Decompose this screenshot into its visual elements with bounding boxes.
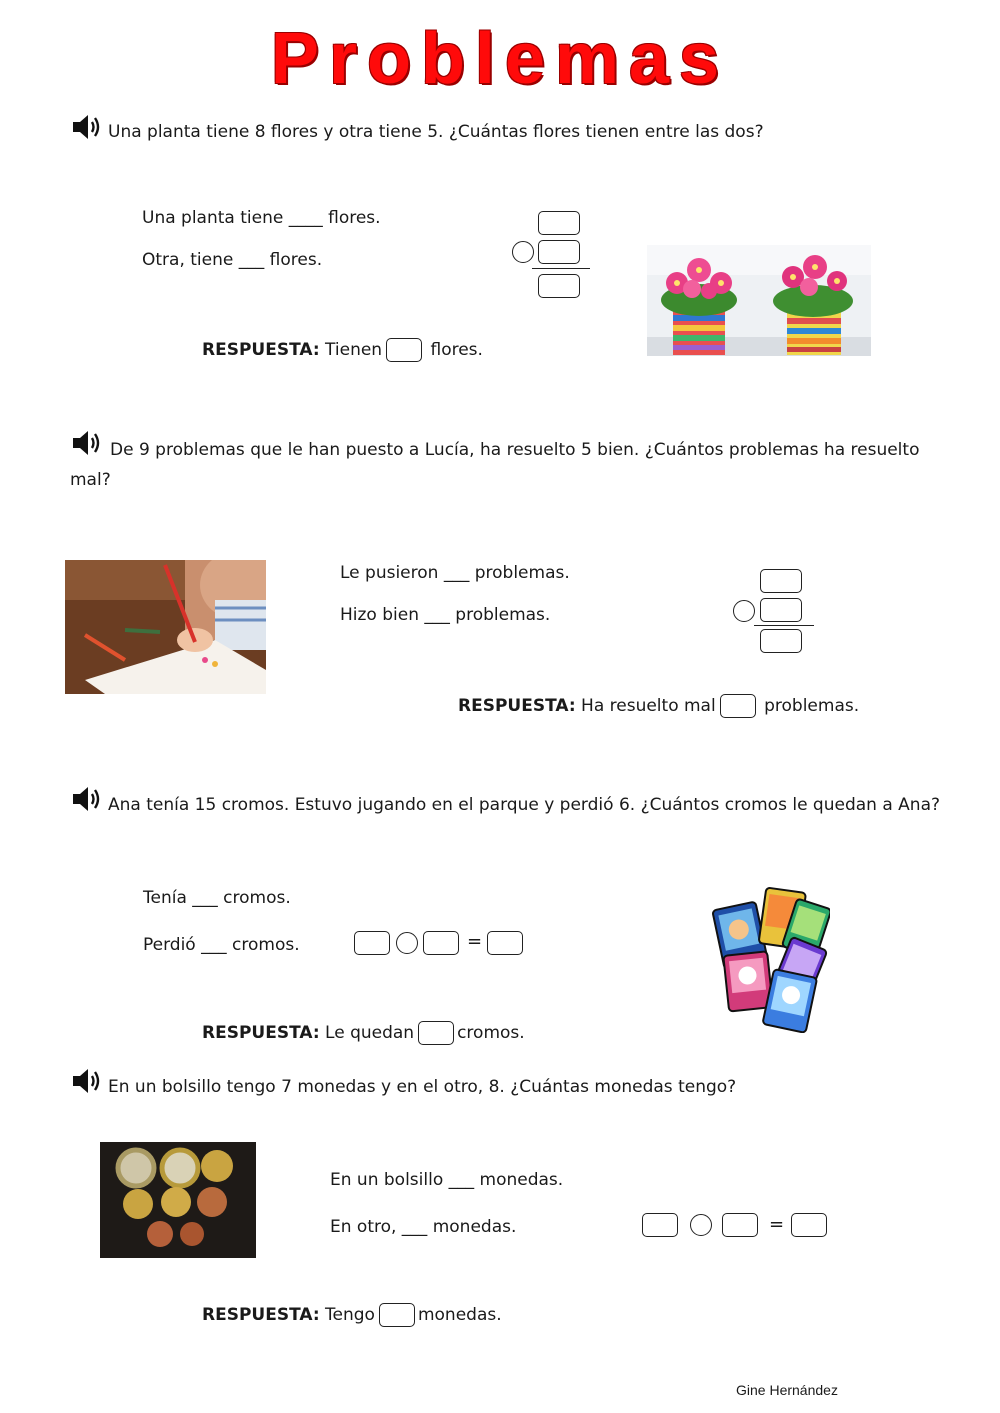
- answer-box[interactable]: [720, 694, 756, 718]
- result-box[interactable]: [760, 629, 802, 653]
- result-box[interactable]: [538, 274, 580, 298]
- problem-4-line-2: En otro, ___ monedas.: [330, 1217, 517, 1237]
- speaker-icon[interactable]: [70, 1066, 104, 1096]
- problem-2-question-line-2: mal?: [70, 470, 111, 490]
- operand-box[interactable]: [642, 1213, 678, 1237]
- coins-image: [100, 1142, 256, 1258]
- problem-3-line-1: Tenía ___ cromos.: [143, 888, 291, 908]
- equals-sign: =: [467, 931, 483, 952]
- speaker-icon[interactable]: [70, 112, 104, 142]
- flowers-image: [647, 245, 871, 356]
- operand-box[interactable]: [538, 211, 580, 235]
- problem-4-question: En un bolsillo tengo 7 monedas y en el otro, 8. ¿Cuántas monedas tengo?: [108, 1077, 737, 1097]
- problem-3-question: Ana tenía 15 cromos. Estuvo jugando en el parque y perdió 6. ¿Cuántos cromos le quedan a Ana?: [108, 795, 941, 815]
- answer-box[interactable]: [379, 1303, 415, 1327]
- problem-1-question: Una planta tiene 8 flores y otra tiene 5. ¿Cuántas flores tienen entre las dos?: [108, 122, 764, 142]
- answer-prefix: Ha resuelto mal: [581, 696, 716, 716]
- operator-circle[interactable]: [396, 932, 418, 954]
- answer-suffix: monedas.: [417, 1305, 502, 1325]
- operand-box[interactable]: [423, 931, 459, 955]
- answer-suffix: problemas.: [764, 696, 860, 716]
- operand-box[interactable]: [722, 1213, 758, 1237]
- problem-2-line-1: Le pusieron ___ problemas.: [340, 563, 570, 583]
- trading-cards-image: [712, 885, 830, 1033]
- answer-box[interactable]: [386, 338, 422, 362]
- answer-suffix: cromos.: [457, 1023, 525, 1043]
- operand-box[interactable]: [538, 240, 580, 264]
- answer-prefix: Tengo: [325, 1305, 375, 1325]
- operand-box[interactable]: [760, 569, 802, 593]
- problem-2-question-line-1: De 9 problemas que le han puesto a Lucía, ha resuelto 5 bien. ¿Cuántos problemas ha resuelto: [110, 440, 920, 460]
- problem-1-answer: [202, 338, 483, 362]
- operator-circle[interactable]: [690, 1214, 712, 1236]
- author-credit: Gine Hernández: [736, 1382, 838, 1398]
- answer-suffix: flores.: [430, 340, 483, 360]
- answer-prefix: Tienen: [325, 340, 383, 360]
- equals-sign: =: [769, 1214, 785, 1235]
- result-box[interactable]: [487, 931, 523, 955]
- answer-label: RESPUESTA:: [202, 1305, 320, 1325]
- answer-label: RESPUESTA:: [202, 340, 320, 360]
- answer-prefix: Le quedan: [325, 1023, 415, 1043]
- problem-1-line-1: Una planta tiene ____ flores.: [142, 208, 381, 228]
- speaker-icon[interactable]: [70, 428, 104, 458]
- answer-box[interactable]: [418, 1021, 454, 1045]
- answer-label: RESPUESTA:: [202, 1023, 320, 1043]
- operator-circle[interactable]: [512, 241, 534, 263]
- operand-box[interactable]: [760, 598, 802, 622]
- sum-line: [532, 268, 590, 269]
- speaker-icon[interactable]: [70, 784, 104, 814]
- problem-3-line-2: Perdió ___ cromos.: [143, 935, 300, 955]
- result-box[interactable]: [791, 1213, 827, 1237]
- page-title: Problemas: [270, 19, 730, 99]
- problem-2-line-2: Hizo bien ___ problemas.: [340, 605, 551, 625]
- operand-box[interactable]: [354, 931, 390, 955]
- operator-circle[interactable]: [733, 600, 755, 622]
- problem-3-answer: [202, 1021, 525, 1045]
- problem-1-line-2: Otra, tiene ___ flores.: [142, 250, 323, 270]
- problem-4-line-1: En un bolsillo ___ monedas.: [330, 1170, 564, 1190]
- child-writing-image: [65, 560, 266, 694]
- problem-2-answer: [458, 694, 859, 718]
- problem-4-answer: [202, 1303, 502, 1327]
- subtraction-line: [754, 625, 814, 626]
- answer-label: RESPUESTA:: [458, 696, 576, 716]
